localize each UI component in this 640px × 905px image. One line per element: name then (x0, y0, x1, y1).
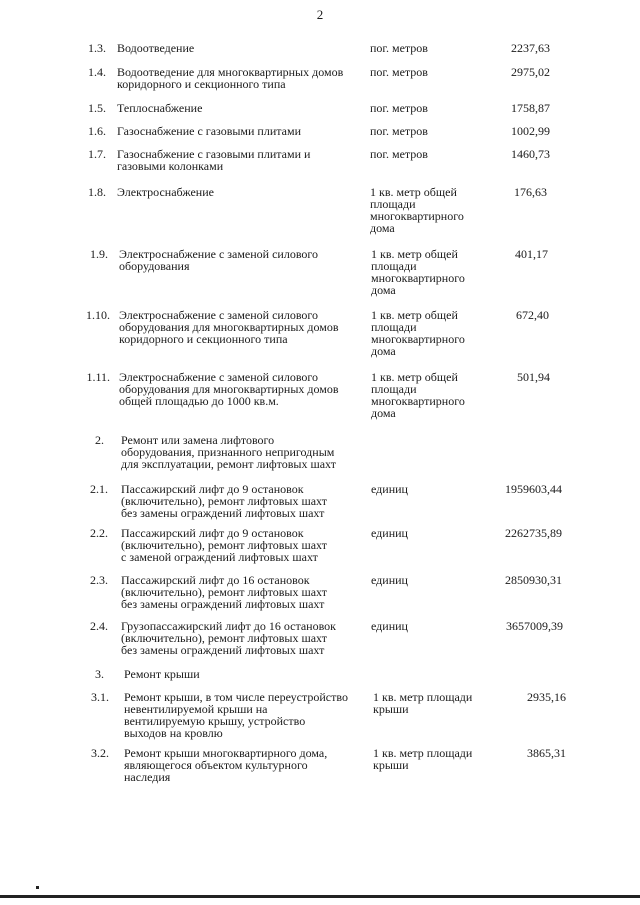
item-description: Газоснабжение с газовыми плитами (117, 124, 301, 138)
item-price: 176,63 (514, 185, 547, 199)
item-price: 2262735,89 (505, 526, 562, 540)
item-number: 1.5. (88, 101, 106, 115)
item-description: Пассажирский лифт до 9 остановок (включительно), ремонт лифтовых шахт без замены ограждений лифтовых шахт (121, 482, 327, 520)
item-unit: единиц (371, 619, 408, 633)
item-price: 1758,87 (511, 101, 550, 115)
item-description: Пассажирский лифт до 16 остановок (включительно), ремонт лифтовых шахт без замены ограждений лифтовых шахт (121, 573, 327, 611)
item-unit: пог. метров (370, 65, 428, 79)
item-number: 1.9. (90, 247, 108, 261)
item-description: Газоснабжение с газовыми плитами и газовыми колонками (117, 147, 311, 173)
item-description: Пассажирский лифт до 9 остановок (включительно), ремонт лифтовых шахт с заменой ограждений лифтовых шахт (121, 526, 327, 564)
item-description: Теплоснабжение (117, 101, 203, 115)
item-price: 2237,63 (511, 41, 550, 55)
item-unit: пог. метров (370, 124, 428, 138)
item-description: Водоотведение для многоквартирных домов коридорного и секционного типа (117, 65, 344, 91)
item-number: 1.7. (88, 147, 106, 161)
item-number: 1.8. (88, 185, 106, 199)
item-price: 2850930,31 (505, 573, 562, 587)
item-price: 501,94 (517, 370, 550, 384)
item-description: Электроснабжение (117, 185, 214, 199)
item-unit: 1 кв. метр общей площади многоквартирного дома (370, 185, 464, 235)
item-unit: 1 кв. метр общей площади многоквартирного дома (371, 308, 465, 358)
item-unit: 1 кв. метр площади крыши (373, 690, 473, 716)
item-price: 3865,31 (527, 746, 566, 760)
item-description: Ремонт крыши, в том числе переустройство невентилируемой крыши на вентилируемую крышу, устройство выходов на кровлю (124, 690, 348, 740)
item-description: Ремонт крыши многоквартирного дома, являющегося объектом культурного наследия (124, 746, 328, 784)
item-unit: 1 кв. метр площади крыши (373, 746, 473, 772)
item-description: Электроснабжение с заменой силового оборудования для многоквартирных домов коридорного и секционного типа (119, 308, 339, 346)
item-description: Электроснабжение с заменой силового оборудования (119, 247, 319, 273)
item-price: 1959603,44 (505, 482, 562, 496)
item-unit: единиц (371, 526, 408, 540)
item-description: Грузопассажирский лифт до 16 остановок (включительно), ремонт лифтовых шахт без замены ограждений лифтовых шахт (121, 619, 336, 657)
section-title: Ремонт или замена лифтового оборудования, признанного непригодным для эксплуатации, ремонт лифтовых шахт (121, 433, 336, 471)
item-unit: пог. метров (370, 101, 428, 115)
item-unit: единиц (371, 482, 408, 496)
item-price: 672,40 (516, 308, 549, 322)
item-price: 2935,16 (527, 690, 566, 704)
item-price: 401,17 (515, 247, 548, 261)
section-number: 3. (95, 667, 104, 681)
item-number: 1.6. (88, 124, 106, 138)
item-unit: 1 кв. метр общей площади многоквартирного дома (371, 247, 465, 297)
item-number: 1.3. (88, 41, 106, 55)
item-number: 1.4. (88, 65, 106, 79)
item-number: 3.1. (91, 690, 109, 704)
item-price: 1002,99 (511, 124, 550, 138)
item-number: 2.3. (90, 573, 108, 587)
item-unit: единиц (371, 573, 408, 587)
item-number: 2.2. (90, 526, 108, 540)
scan-speck (36, 886, 39, 889)
item-number: 1.11. (86, 370, 110, 384)
page-number: 2 (316, 7, 324, 22)
section-title: Ремонт крыши (124, 667, 200, 681)
item-price: 2975,02 (511, 65, 550, 79)
section-number: 2. (95, 433, 104, 447)
item-unit: пог. метров (370, 147, 428, 161)
item-number: 2.4. (90, 619, 108, 633)
page-bottom-edge (0, 895, 640, 898)
item-description: Электроснабжение с заменой силового оборудования для многоквартирных домов общей площадью до 1000 кв.м. (119, 370, 339, 408)
item-number: 2.1. (90, 482, 108, 496)
item-number: 1.10. (86, 308, 110, 322)
item-unit: 1 кв. метр общей площади многоквартирного дома (371, 370, 465, 420)
item-price: 3657009,39 (506, 619, 563, 633)
item-price: 1460,73 (511, 147, 550, 161)
item-number: 3.2. (91, 746, 109, 760)
item-description: Водоотведение (117, 41, 195, 55)
item-unit: пог. метров (370, 41, 428, 55)
